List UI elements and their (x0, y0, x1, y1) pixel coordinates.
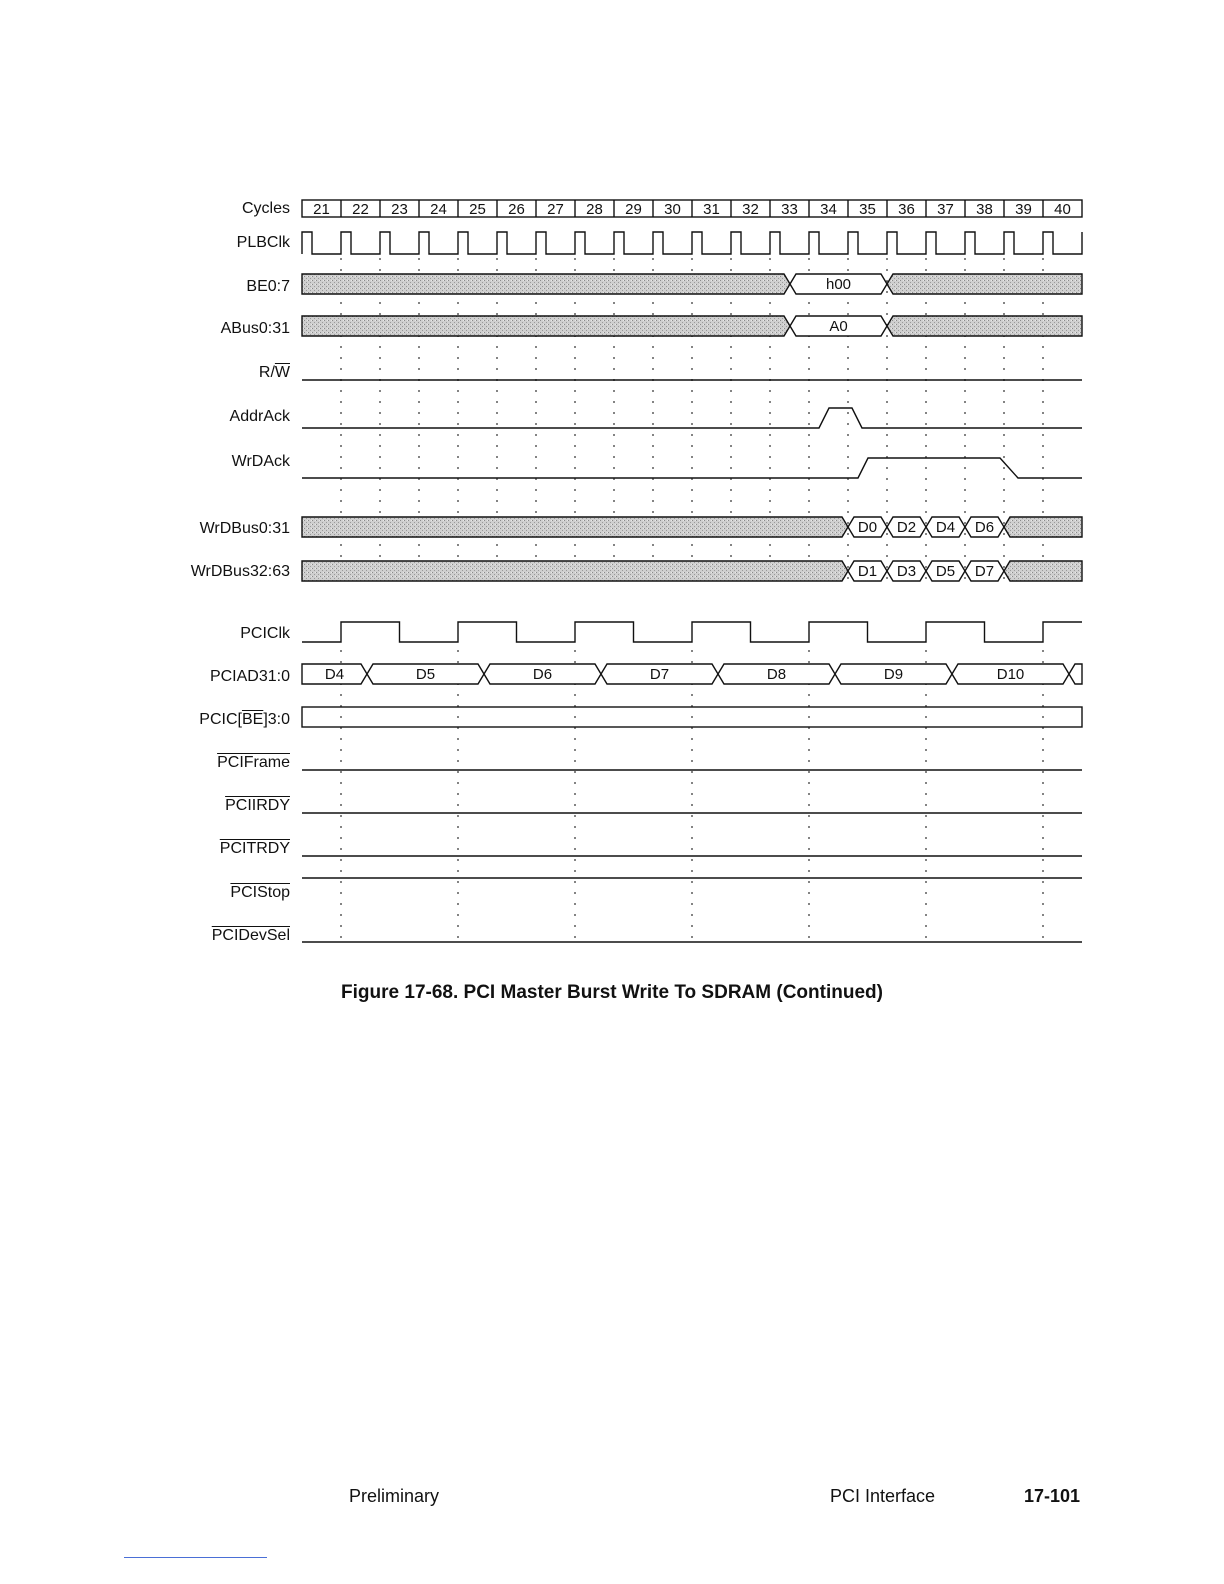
cycle-number: 37 (937, 201, 954, 218)
cycle-number: 31 (703, 201, 720, 218)
pciad-bus-value: D10 (996, 666, 1025, 683)
signal-label-wrdack: WrDAck (231, 453, 290, 470)
signal-label-pcicbe: $PCIC[\overline{BE}]3:0$ (199, 711, 290, 728)
cycle-number: 21 (313, 201, 330, 218)
wrdbus32-bus-value: D5 (935, 563, 956, 580)
wrdbus0-bus-value: D4 (935, 519, 956, 536)
abus-bus-invalid (302, 316, 790, 336)
signal-label-be: BE0:7 (246, 278, 290, 295)
cycle-number: 24 (430, 201, 447, 218)
cycle-number: 25 (469, 201, 486, 218)
footer-section: PCI Interface (830, 1486, 936, 1506)
wrdbus0-bus-invalid (1004, 517, 1082, 537)
cycle-number: 30 (664, 201, 681, 218)
cycle-number: 34 (820, 201, 837, 218)
plbclk-waveform (302, 232, 1082, 254)
cycle-number: 39 (1015, 201, 1032, 218)
cycle-number: 27 (547, 201, 564, 218)
pciclk-waveform (302, 622, 1082, 642)
cycle-number: 40 (1054, 201, 1071, 218)
page-number: 17-101 (1024, 1486, 1081, 1506)
divider (124, 1557, 267, 1558)
pciad-bus-value: D6 (532, 666, 553, 683)
wrdbus0-bus-value: D2 (896, 519, 917, 536)
be-bus-value: h00 (825, 276, 852, 293)
cycle-number: 28 (586, 201, 603, 218)
signal-label-pciclk: PCIClk (240, 625, 290, 642)
pciad-bus-value: D4 (324, 666, 345, 683)
signal-label-pcidevsel: PCIDevSel (211, 927, 290, 944)
wrdbus0-bus-value: D6 (974, 519, 995, 536)
cycle-number: 33 (781, 201, 798, 218)
pciad-bus-value: D9 (883, 666, 904, 683)
wrdbus32-bus-value: D1 (857, 563, 878, 580)
signal-label-pciframe: PCIFrame (217, 754, 290, 771)
be-bus-invalid (302, 274, 790, 294)
footer-status: Preliminary (349, 1486, 440, 1506)
signal-label-pcitrdy: PCITRDY (219, 840, 290, 857)
signal-label-pcistop: PCIStop (230, 884, 290, 901)
abus-bus-value: A0 (829, 318, 848, 335)
figure-caption: Figure 17-68. PCI Master Burst Write To SDRAM (Continued) (341, 982, 883, 1003)
abus-bus-invalid (887, 316, 1082, 336)
waveforms (302, 200, 1082, 942)
be-bus-invalid (887, 274, 1082, 294)
signal-label-wrdbus32: WrDBus32:63 (190, 563, 290, 580)
tick-guides (341, 258, 1043, 942)
signal-label-pciirdy: PCIIRDY (225, 797, 290, 814)
cycle-number: 22 (352, 201, 369, 218)
cycle-number: 29 (625, 201, 642, 218)
cycle-number: 35 (859, 201, 876, 218)
cycle-number: 36 (898, 201, 915, 218)
cycle-number: 32 (742, 201, 759, 218)
signal-label-wrdbus0: WrDBus0:31 (199, 520, 290, 537)
cycle-number: 26 (508, 201, 525, 218)
signal-label-addrack: AddrAck (229, 408, 290, 425)
cycle-number: 23 (391, 201, 408, 218)
wrdbus32-bus-value: D7 (974, 563, 995, 580)
signal-label-plbclk: PLBClk (236, 234, 290, 251)
cycle-number: 38 (976, 201, 993, 218)
wrdbus32-bus-invalid (1004, 561, 1082, 581)
wrdbus32-bus-invalid (302, 561, 848, 581)
pciad-bus-segment (1069, 664, 1082, 684)
wrdbus0-bus-invalid (302, 517, 848, 537)
pciad-bus-value: D5 (415, 666, 436, 683)
signal-label-abus: ABus0:31 (220, 320, 290, 337)
wrdbus0-bus-value: D0 (857, 519, 878, 536)
pciad-bus-value: D7 (649, 666, 670, 683)
signal-label-cycles: Cycles (241, 200, 290, 217)
pciad-bus-value: D8 (766, 666, 787, 683)
signal-label-pciad: PCIAD31:0 (209, 668, 290, 685)
wrdbus32-bus-value: D3 (896, 563, 917, 580)
signal-label-rw: $R/\overline{W}$ (258, 364, 290, 381)
